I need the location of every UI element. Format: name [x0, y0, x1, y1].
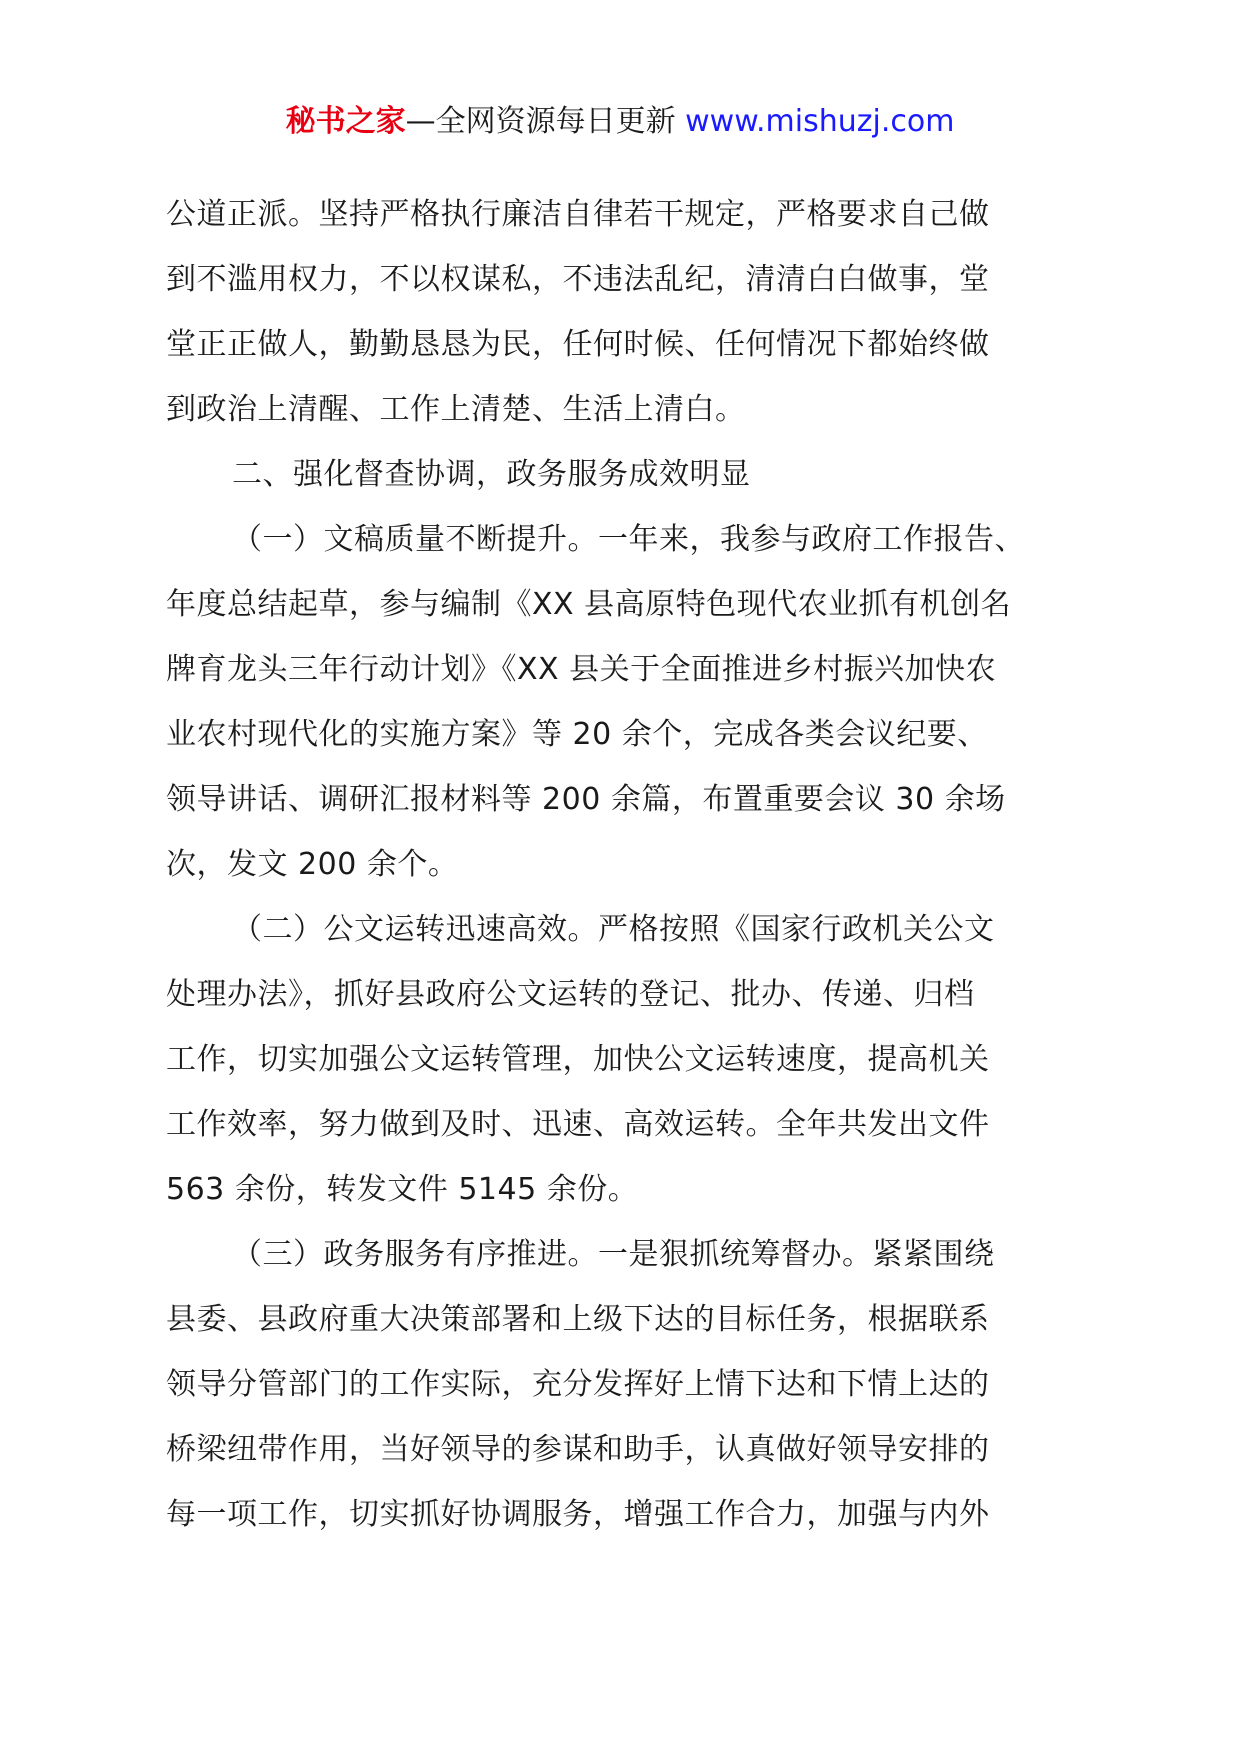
body-line: 次，发文 200 余个。 — [166, 847, 459, 882]
body-line: 领导分管部门的工作实际，充分发挥好上情下达和下情上达的 — [166, 1367, 990, 1402]
body-line: 到不滥用权力，不以权谋私，不违法乱纪，清清白白做事，堂 — [166, 262, 990, 297]
paragraph-start: （三）政务服务有序推进。一是狠抓统筹督办。紧紧围绕 — [232, 1237, 995, 1272]
body-line: 领导讲话、调研汇报材料等 200 余篇，布置重要会议 30 余场 — [166, 782, 1006, 817]
body-line: 公道正派。坚持严格执行廉洁自律若干规定，严格要求自己做 — [166, 197, 990, 232]
paragraph-start: （二）公文运转迅速高效。严格按照《国家行政机关公文 — [232, 912, 995, 947]
body-line: 堂正正做人，勤勤恳恳为民，任何时候、任何情况下都始终做 — [166, 327, 990, 362]
body-line: 县委、县政府重大决策部署和上级下达的目标任务，根据联系 — [166, 1302, 990, 1337]
section-heading: 二、强化督查协调，政务服务成效明显 — [232, 457, 751, 492]
body-line: 处理办法》，抓好县政府公文运转的登记、批办、传递、归档 — [166, 977, 975, 1012]
brand-name: 秘书之家 — [285, 104, 406, 139]
body-line: 到政治上清醒、工作上清楚、生活上清白。 — [166, 392, 746, 427]
body-line: 563 余份，转发文件 5145 余份。 — [166, 1172, 639, 1207]
site-header — [0, 100, 1240, 144]
body-line: 工作，切实加强公文运转管理，加快公文运转速度，提高机关 — [166, 1042, 990, 1077]
body-line: 每一项工作，切实抓好协调服务，增强工作合力，加强与内外 — [166, 1497, 990, 1532]
body-line: 牌育龙头三年行动计划》《XX 县关于全面推进乡村振兴加快农 — [166, 652, 997, 687]
body-line: 工作效率，努力做到及时、迅速、高效运转。全年共发出文件 — [166, 1107, 990, 1142]
site-url-link[interactable]: www.mishuzj.com — [685, 104, 955, 139]
paragraph-start: （一）文稿质量不断提升。一年来，我参与政府工作报告、 — [232, 522, 1025, 557]
body-line: 桥梁纽带作用，当好领导的参谋和助手，认真做好领导安排的 — [166, 1432, 990, 1467]
document-body — [166, 190, 1090, 1555]
body-line: 年度总结起草，参与编制《XX 县高原特色现代农业抓有机创名 — [166, 587, 1012, 622]
body-line: 业农村现代化的实施方案》等 20 余个，完成各类会议纪要、 — [166, 717, 988, 752]
header-slogan: —全网资源每日更新 — [405, 104, 676, 139]
